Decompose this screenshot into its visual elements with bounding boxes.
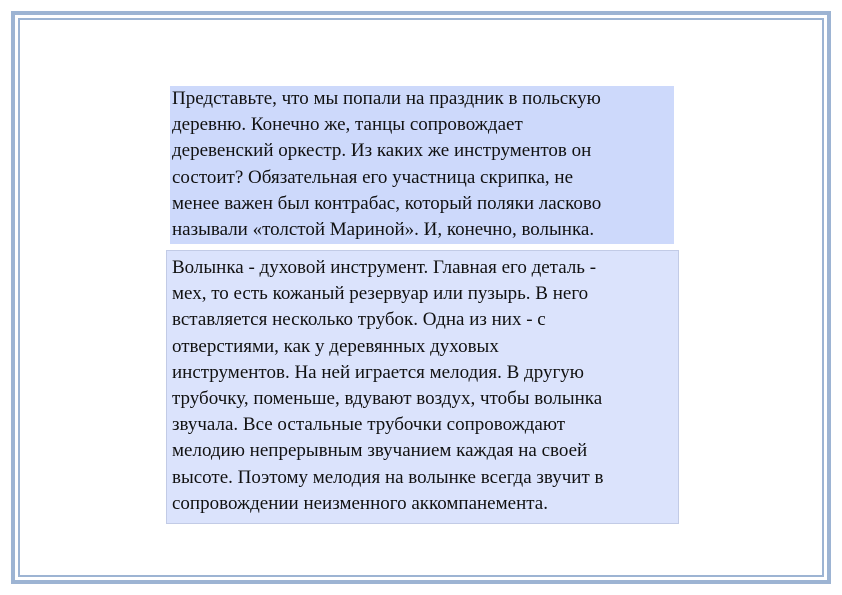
intro-line: называли «толстой Мариной». И, конечно, волынка. [172,219,595,241]
intro-text-box [170,86,674,244]
description-line: звучала. Все остальные трубочки сопровождают [172,414,566,436]
description-line: вставляется несколько трубок. Одна из них - с [172,309,546,331]
description-line: отверстиями, как у деревянных духовых [172,335,499,357]
intro-line: менее важен был контрабас, который поляки ласково [172,192,602,214]
description-line: мех, то есть кожаный резервуар или пузырь. В него [172,283,589,305]
intro-line: Представьте, что мы попали на праздник в польскую [172,88,601,109]
description-line: инструментов. На ней играется мелодия. В другую [172,361,584,383]
description-line: трубочку, поменьше, вдувают воздух, чтобы волынка [172,388,603,410]
intro-line: деревню. Конечно же, танцы сопровождает [172,114,523,136]
description-line: сопровождении неизменного аккомпанемента. [172,492,548,514]
description-line: мелодию непрерывным звучанием каждая на своей [172,440,588,462]
intro-line: деревенский оркестр. Из каких же инструментов он [172,140,592,162]
intro-line: состоит? Обязательная его участница скрипка, не [172,166,574,188]
description-line: высоте. Поэтому мелодия на волынке всегда звучит в [172,466,604,488]
bagpipe-description-box [166,250,679,524]
description-line: Волынка - духовой инструмент. Главная его деталь - [172,257,597,278]
